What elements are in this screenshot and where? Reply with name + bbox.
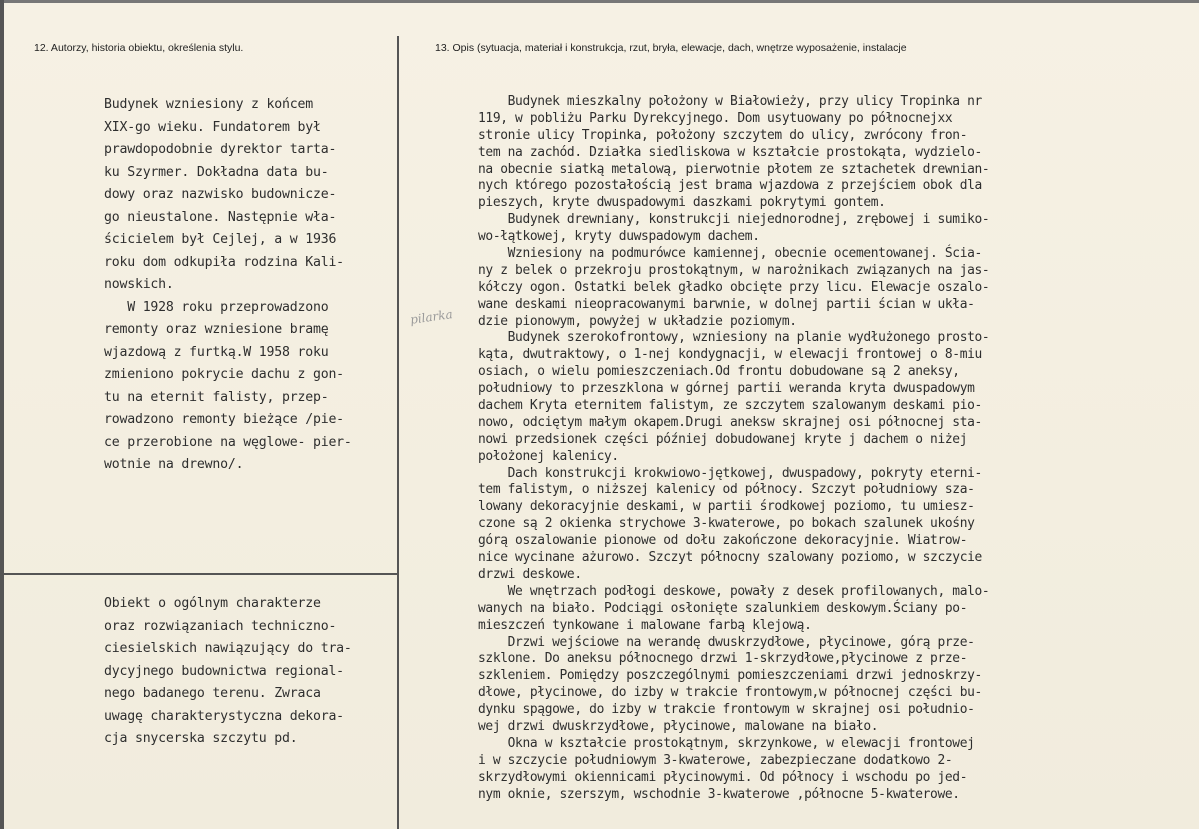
description-line: lowany dekoracyjnie deskami, w partii środkowej poziomo, tu umiesz- [478,499,975,515]
history-line: remonty oraz wzniesione bramę [104,322,329,337]
description-line: mieszczeń tynkowane i malowane farbą klejową. [478,617,812,633]
description-line: wej drzwi dwuskrzydłowe, płycinowe, malowane na biało. [478,718,879,734]
style-line: nego badanego terenu. Zwraca [104,686,321,701]
description-line: osiach, o wielu pomieszczeniach.Od frontu dobudowane są 2 aneksy, [478,364,960,380]
style-line: dycyjnego budownictwa regional- [104,663,344,679]
history-line: ku Szyrmer. Dokładna data bu- [104,164,329,180]
description-line: Wzniesiony na podmurówce kamiennej, obecnie ocementowanej. Ścia- [478,246,982,262]
description-line: nym oknie, szerszym, wschodnie 3-kwaterowe ,północne 5-kwaterowe. [478,786,960,802]
history-line: wotnie na drewno/. [104,457,244,472]
description-line: Budynek szerokofrontowy, wzniesiony na planie wydłużonego prosto- [478,330,990,346]
description-line: wanych na biało. Podciągi osłonięte szalunkiem deskowym.Ściany po- [478,600,968,616]
column-divider [397,36,399,829]
style-line: uwagę charakterystyczna dekora- [104,708,344,724]
description-line: położonej kalenicy. [478,448,619,464]
description-line: wane deskami nieopracowanymi barwnie, w dolnej partii ścian w ukła- [478,296,975,312]
style-line: oraz rozwiązaniach techniczno- [104,618,337,634]
description-text [478,94,989,803]
history-line: XIX-go wieku. Fundatorem był [104,119,321,135]
history-line: zmieniono pokrycie dachu z gon- [104,367,344,382]
description-line: tem falistym, o niższej kalenicy od północy. Szczyt południowy sza- [478,482,975,498]
history-line: Budynek wzniesiony z końcem [104,97,313,112]
history-line: roku dom odkupiła rodzina Kali- [104,254,344,270]
description-line: dynku spągowe, do izby w trakcie frontowym w skrajnej osi południo- [478,702,975,718]
description-line: drzwi deskowe. [478,566,582,582]
description-line: 119, w pobliżu Parku Dyrekcyjnego. Dom usytuowany po północnejxx [478,110,953,126]
description-line: południowy to przeszklona w górnej partii weranda kryta dwuspadowym [478,381,975,397]
description-line: górą oszalowanie pionowe od dołu zakończone dekoracyjnie. Wiatrow- [478,533,968,549]
history-line: W 1928 roku przeprowadzono [104,299,329,315]
description-line: i w szczycie południowym 3-kwaterowe, zabezpieczane dodatkowo 2- [478,752,953,768]
top-border [0,0,1199,3]
style-text [104,593,352,751]
description-line: nowo, odciętym małym okapem.Drugi aneksw skrajnej osi północnej sta- [478,414,982,430]
section-12-header: 12. Autorzy, historia obiektu, określenia stylu. [34,42,244,54]
history-line: rowadzono remonty bieżące /pie- [104,412,344,427]
history-line: wjazdową z furtką.W 1958 roku [104,344,329,360]
description-line: We wnętrzach podłogi deskowe, powały z desek profilowanych, malo- [478,583,990,599]
pencil-annotation: pilarka [409,307,454,327]
description-line: szklone. Do aneksu północnego drzwi 1-skrzydłowe,płycinowe z prze- [478,651,968,667]
section-13-header: 13. Opis (sytuacja, materiał i konstrukcja, rzut, bryła, elewacje, dach, wnętrze wyposażenie, instalacje [435,42,907,54]
history-line: tu na eternit falisty, przep- [104,389,329,405]
history-line: ścicielem był Cejlej, a w 1936 [104,232,337,247]
description-line: nych którego pozostałością jest brama wjazdowa z przejściem obok dla [478,178,982,194]
description-line: Budynek drewniany, konstrukcji niejednorodnej, zrębowej i sumiko- [478,212,990,228]
description-line: skrzydłowymi okiennicami płycinowymi. Od północy i wschodu po jed- [478,769,968,785]
description-line: nowi przedsionek części później dobudowanej kryte j dachem o niżej [478,431,968,447]
description-line: dzie pionowym, powyżej w układzie poziomym. [478,313,797,329]
description-line: Drzwi wejściowe na werandę dwuskrzydłowe, płycinowe, górą prze- [478,634,975,650]
description-line: Budynek mieszkalny położony w Białowieży, przy ulicy Tropinka nr [478,94,982,109]
history-line: ce przerobione na węglowe- pier- [104,434,352,450]
description-line: Okna w kształcie prostokątnym, skrzynkowe, w elewacji frontowej [478,735,975,751]
description-line: Dach konstrukcji krokwiowo-jętkowej, dwuspadowy, pokryty eterni- [478,465,982,481]
history-line: dowy oraz nazwisko budownicze- [104,187,337,202]
description-line: stronie ulicy Tropinka, położony szczytem do ulicy, zwrócony fron- [478,127,968,143]
description-line: na obecnie siatką metalową, pierwotnie płotem ze sztachetek drewnian- [478,161,990,177]
description-line: kąta, dwutraktowy, o 1-nej kondygnacji, w elewacji frontowej o 8-miu [478,347,982,363]
history-line: prawdopodobnie dyrektor tarta- [104,142,337,157]
history-line: go nieustalone. Następnie wła- [104,209,337,225]
style-line: Obiekt o ogólnym charakterze [104,596,321,611]
description-line: szkleniem. Pomiędzy poszczególnymi pomieszczeniami drzwi jednoskrzy- [478,668,982,684]
description-line: dachem Kryta eternitem falistym, ze szczytem szalowanym deskami pio- [478,398,982,414]
description-line: czone są 2 okienka strychowe 3-kwaterowe, po bokach szalunek ukośny [478,516,975,532]
description-line: kółczy ogon. Ostatki belek gładko obcięte przy licu. Elewacje oszalo- [478,279,990,295]
description-line: wo-łątkowej, kryty duwspadowym dachem. [478,229,760,245]
history-line: nowskich. [104,277,174,292]
description-line: pieszych, kryte dwuspadowymi daszkami pokrytymi gontem. [478,195,886,211]
left-border [0,0,4,829]
section-divider [0,573,397,575]
description-line: tem na zachód. Działka siedliskowa w kształcie prostokąta, wydzielo- [478,144,982,160]
description-line: dłowe, płycinowe, do izby w trakcie frontowym,w północnej części bu- [478,685,982,701]
style-line: cja snycerska szczytu pd. [104,731,298,746]
description-line: ny z belek o przekroju prostokątnym, w narożnikach związanych na jas- [478,262,990,278]
description-line: nice wycinane ażurowo. Szczyt północny szalowany poziomo, w szczycie [478,550,982,566]
style-line: ciesielskich nawiązujący do tra- [104,641,352,656]
history-text [104,94,352,477]
